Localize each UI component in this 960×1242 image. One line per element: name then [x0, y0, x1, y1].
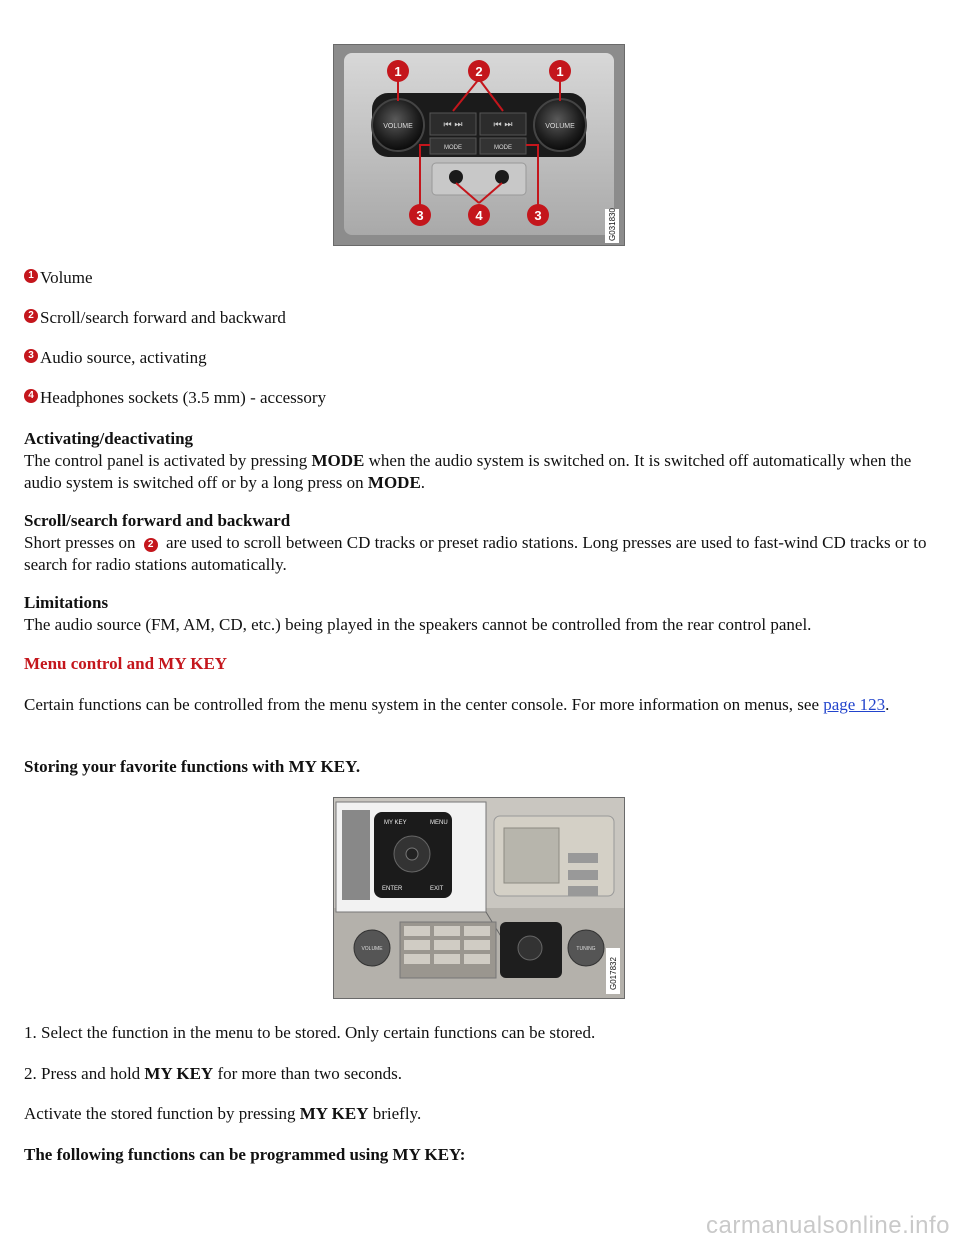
callout-3-right: 3 — [534, 208, 542, 223]
scroll-heading: Scroll/search forward and backward — [24, 511, 291, 530]
callout-1-right: 1 — [556, 64, 564, 79]
callout-bullet-1: 1 — [24, 269, 38, 283]
callout-2: 2 — [475, 64, 483, 79]
mode-right-label: MODE — [494, 145, 512, 151]
rear-control-panel-figure — [333, 44, 625, 246]
legend-text-2: Scroll/search forward and backward — [40, 308, 286, 327]
page-link[interactable]: page 123 — [823, 695, 886, 714]
center-console-illustration — [334, 798, 624, 998]
legend-item-3 — [24, 347, 936, 369]
callout-bullet-2-inline: 2 — [144, 538, 158, 552]
callout-bullet-4: 4 — [24, 389, 38, 403]
scroll-paragraph: Short presses on 2 are used to scroll between CD tracks or preset radio stations. Long presses are used to fast-wind CD tracks or to search for radio stations automatically. — [24, 533, 927, 574]
callout-bullet-2: 2 — [24, 309, 38, 323]
limitations-section — [24, 592, 936, 636]
menu-label-zoom: MENU — [430, 820, 448, 826]
exit-label-zoom: EXIT — [430, 886, 444, 892]
menu-paragraph: Certain functions can be controlled from the menu system in the center console. For more information on menus, see page 123. — [24, 695, 890, 714]
figure2-code: G017832 — [609, 957, 618, 990]
site-watermark: carmanualsonline.info — [706, 1212, 950, 1239]
activating-paragraph: The control panel is activated by pressing MODE when the audio system is switched on. It is switched off automatically when the audio system is switched off or by a long press on MODE. — [24, 451, 912, 492]
legend-text-3: Audio source, activating — [40, 348, 207, 367]
activating-section — [24, 428, 936, 494]
volume-label-console: VOLUME — [361, 946, 383, 952]
tuning-label-console: TUNING — [576, 946, 596, 952]
headphone-socket-left — [449, 170, 463, 184]
callout-3-left: 3 — [416, 208, 424, 223]
legend-text-4: Headphones sockets (3.5 mm) - accessory — [40, 388, 327, 407]
menu-heading: Menu control and MY KEY — [24, 654, 228, 673]
legend-item-2 — [24, 307, 936, 329]
callout-1-left: 1 — [394, 64, 402, 79]
headphone-socket-right — [495, 170, 509, 184]
legend-item-4 — [24, 387, 936, 409]
volume-left-label: VOLUME — [383, 123, 413, 130]
enter-label-zoom: ENTER — [382, 886, 403, 892]
figure1-code: G031830 — [608, 208, 617, 241]
storing-heading-block — [24, 756, 936, 778]
storing-heading: Storing your favorite functions with MY KEY. — [24, 757, 361, 776]
legend-text-1: Volume — [40, 268, 93, 287]
svg-text:⏮ ⏭: ⏮ ⏭ — [493, 120, 513, 130]
limitations-heading: Limitations — [24, 593, 109, 612]
svg-text:⏮ ⏭: ⏮ ⏭ — [443, 120, 463, 130]
following-heading: The following functions can be programmed using MY KEY: — [24, 1145, 466, 1164]
activate-stored: Activate the stored function by pressing MY KEY briefly. — [24, 1104, 422, 1123]
limitations-text: The audio source (FM, AM, CD, etc.) being played in the speakers cannot be controlled from the rear control panel. — [24, 615, 812, 634]
menu-heading-block — [24, 653, 936, 675]
mykey-label-zoom: MY KEY — [384, 820, 407, 826]
mode-left-label: MODE — [444, 145, 462, 151]
step-2: 2. Press and hold MY KEY for more than two seconds. — [24, 1064, 403, 1083]
legend-item-1 — [24, 267, 936, 289]
volume-right-label: VOLUME — [545, 123, 575, 130]
activating-heading: Activating/deactivating — [24, 429, 194, 448]
callout-bullet-3: 3 — [24, 349, 38, 363]
callout-4: 4 — [475, 208, 483, 223]
rear-control-panel-illustration — [334, 45, 624, 245]
scroll-section — [24, 510, 936, 576]
following-heading-block — [24, 1144, 936, 1166]
step-1: 1. Select the function in the menu to be stored. Only certain functions can be stored. — [24, 1023, 596, 1042]
center-console-figure — [333, 797, 625, 999]
